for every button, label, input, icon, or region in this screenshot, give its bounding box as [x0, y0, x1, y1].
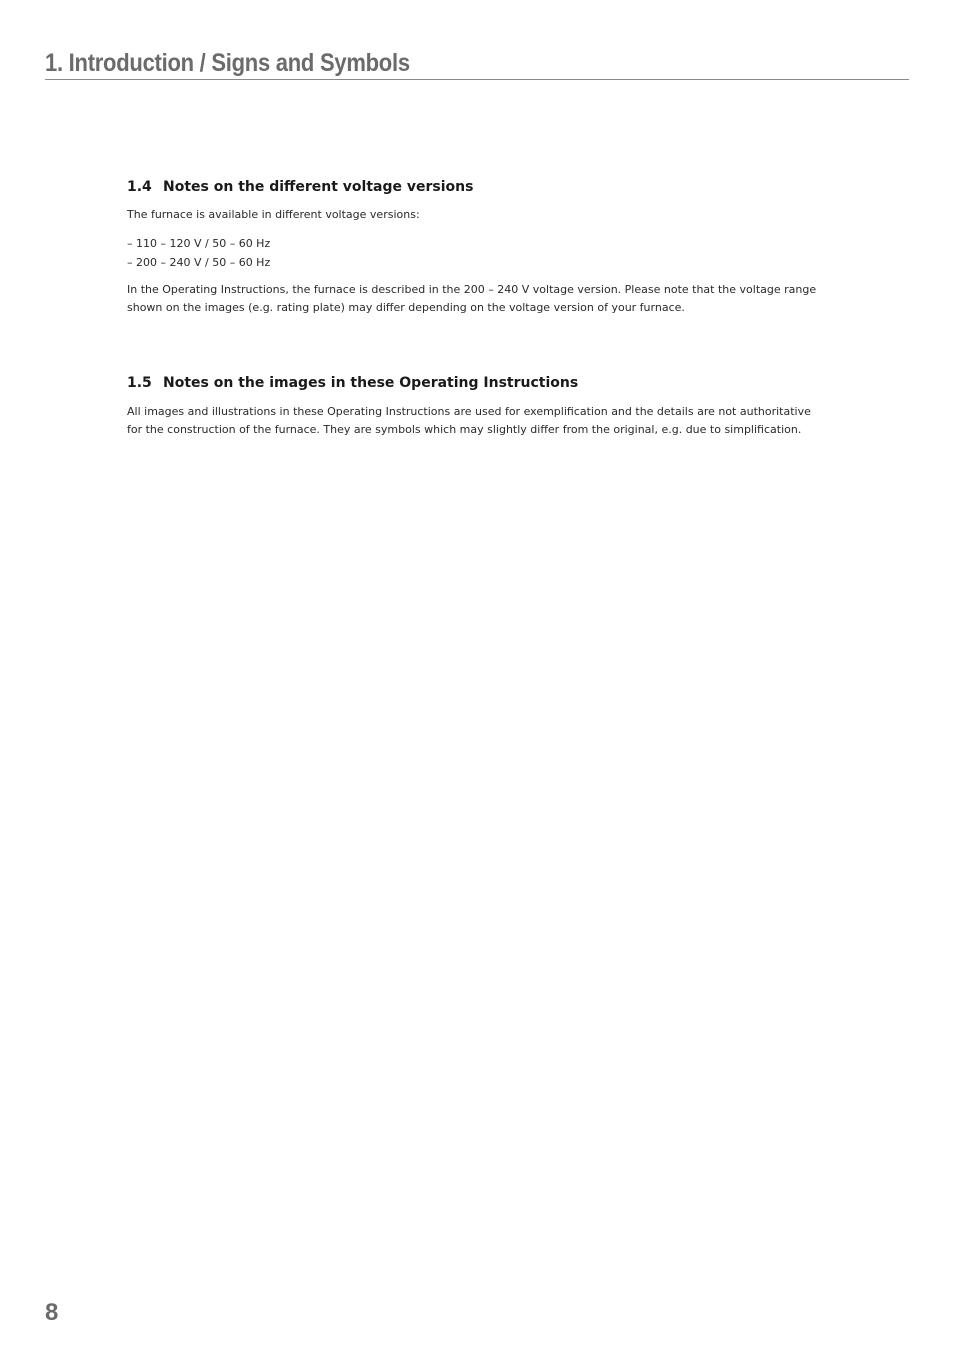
section-note-text: In the Operating Instructions, the furnace is described in the 200 – 240 V voltage version. Please note that the voltage range shown on the images (e.g. rating plate) may differ depending on the voltage version of your furnace.	[127, 283, 817, 314]
section-title: Notes on the different voltage versions	[163, 179, 474, 195]
list-item: – 200 – 240 V / 50 – 60 Hz	[127, 256, 271, 269]
voltage-list	[127, 234, 817, 272]
page-number: 8	[45, 1299, 59, 1326]
section-body-text: All images and illustrations in these Operating Instructions are used for exemplification and the details are not authoritative for the construction of the furnace. They are symbols which may slightly differ from the original, e.g. due to simplification.	[127, 405, 811, 436]
section-heading	[127, 178, 817, 196]
page-title: 1. Introduction / Signs and Symbols	[45, 49, 410, 77]
section-heading	[127, 374, 817, 392]
list-item: – 110 – 120 V / 50 – 60 Hz	[127, 237, 271, 250]
section-voltage-versions	[127, 178, 817, 317]
page-header	[45, 46, 909, 80]
section-number: 1.5	[127, 375, 152, 391]
section-images-notes	[127, 374, 817, 439]
section-title: Notes on the images in these Operating Instructions	[163, 375, 579, 391]
section-intro-text: The furnace is available in different voltage versions:	[127, 208, 420, 221]
section-number: 1.4	[127, 179, 152, 195]
